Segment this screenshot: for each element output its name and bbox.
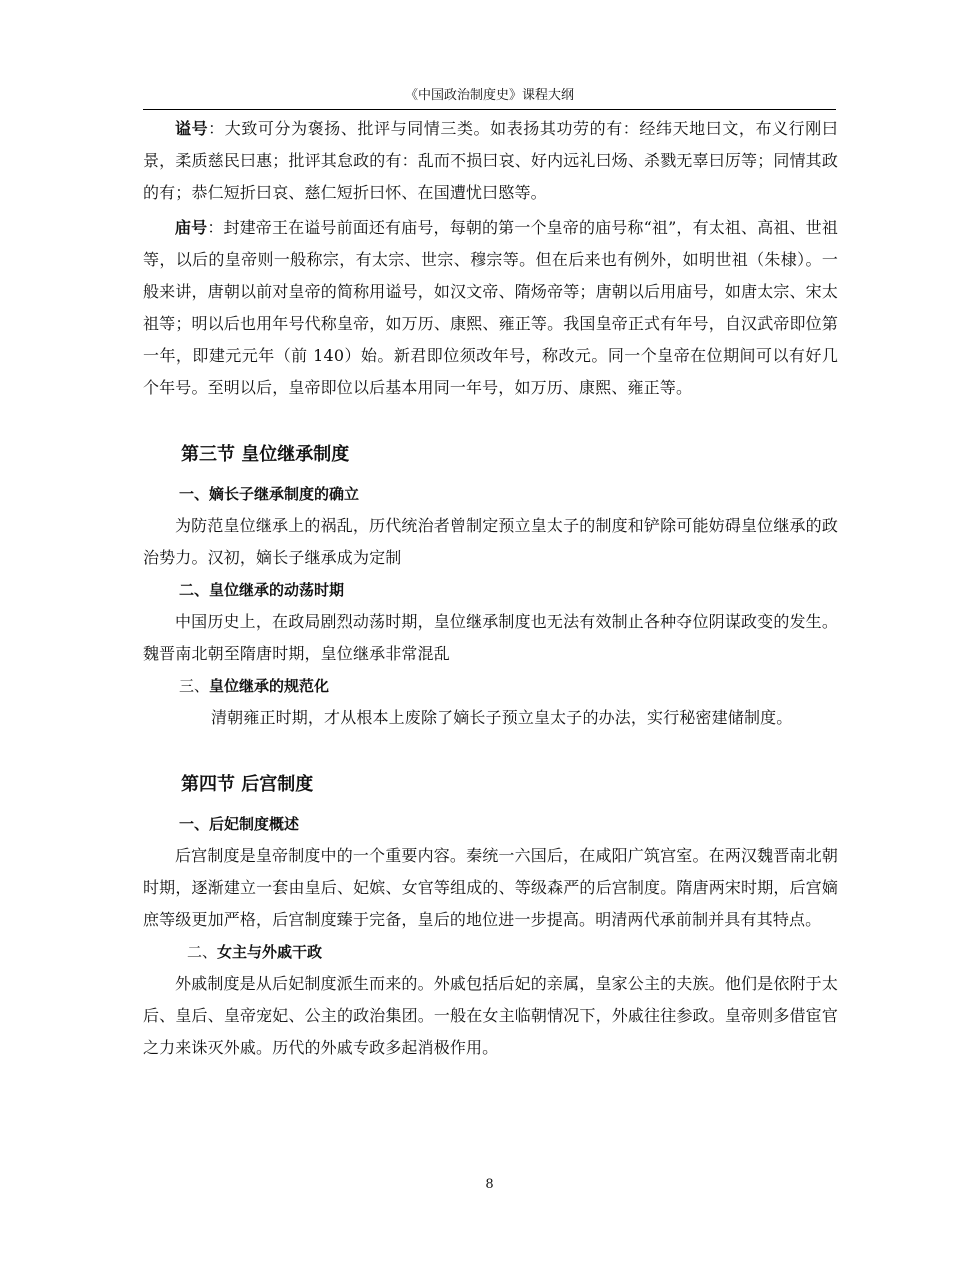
- miaohao-term: 庙号: [175, 218, 208, 237]
- sec4-heading-1: 一、后妃制度概述: [179, 815, 300, 833]
- sec3-heading-3-number: 三、: [179, 677, 210, 695]
- shihao-text: ：大致可分为褒扬、批评与同情三类。如表扬其功劳的有：经纬天地曰文，布义行刚曰景，柔质慈民曰惠；批评其怠政的有：乱而不损曰哀、好内远礼曰炀、杀戮无辜曰厉等；同情其政的有；恭仁短折曰哀、慈仁短折曰怀、在国遭忧曰愍等。: [143, 119, 838, 202]
- sec4-heading-2-number: 二、: [187, 943, 218, 961]
- miaohao-text: ：封建帝王在谥号前面还有庙号，每朝的第一个皇帝的庙号称“祖”，有太祖、高祖、世祖等，以后的皇帝则一般称宗，有太宗、世宗、穆宗等。但在后来也有例外，如明世祖（朱棣）。一般来讲，唐朝以前对皇帝的简称用谥号，如汉文帝、隋炀帝等；唐朝以后用庙号，如唐太宗、宋太祖等；明以后也用年号代称皇帝，如万历、康熙、雍正等。我国皇帝正式有年号，自汉武帝即位第一年，即建元元年（前 140）始。新君即位须改年号，称改元。同一个皇帝在位期间可以有好几个年号。至明以后，皇帝即位以后基本用同一年号，如万历、康熙、雍正等。: [143, 218, 838, 397]
- sec4-heading-2-text: 女主与外戚干政: [217, 943, 323, 961]
- sec3-paragraph-2: 中国历史上，在政局剧烈动荡时期，皇位继承制度也无法有效制止各种夺位阴谋政变的发生。魏晋南北朝至隋唐时期，皇位继承非常混乱: [143, 612, 838, 663]
- sec3-paragraph-3: 清朝雍正时期，才从根本上废除了嫡长子预立皇太子的办法，实行秘密建储制度。: [211, 708, 793, 727]
- page-content: [143, 113, 838, 1064]
- header-rule: [143, 109, 836, 110]
- sec4-paragraph-2: 外戚制度是从后妃制度派生而来的。外戚包括后妃的亲属，皇家公主的夫族。他们是依附于太后、皇后、皇帝宠妃、公主的政治集团。一般在女主临朝情况下，外戚往往参政。皇帝则多借宦官之力来诛灭外戚。历代的外戚专政多起消极作用。: [143, 974, 838, 1057]
- section-4-title: 第四节 后宫制度: [181, 774, 314, 795]
- sec4-heading-2: [143, 936, 838, 968]
- sec3-paragraph-1: 为防范皇位继承上的祸乱，历代统治者曾制定预立皇太子的制度和铲除可能妨碍皇位继承的政治势力。汉初，嫡长子继承成为定制: [143, 516, 838, 567]
- section-3-title: 第三节 皇位继承制度: [181, 444, 350, 465]
- sec3-heading-2: [143, 574, 838, 606]
- shihao-paragraph: [143, 113, 838, 209]
- miaohao-paragraph: [143, 212, 838, 404]
- sec4-paragraph-1: 后宫制度是皇帝制度中的一个重要内容。秦统一六国后，在咸阳广筑宫室。在两汉魏晋南北朝时期，逐渐建立一套由皇后、妃嫔、女官等组成的、等级森严的后宫制度。隋唐两宋时期，后宫嫡庶等级更加严格，后宫制度臻于完备，皇后的地位进一步提高。明清两代承前制并具有其特点。: [143, 846, 838, 929]
- sec3-heading-3-text: 皇位继承的规范化: [209, 677, 330, 695]
- sec3-heading-1: 一、嫡长子继承制度的确立: [179, 485, 360, 503]
- page-number: 8: [485, 1177, 494, 1192]
- running-header: 《中国政治制度史》课程大纲: [404, 88, 574, 103]
- sec3-heading-2-number: 二、: [179, 581, 210, 599]
- shihao-term: 谥号: [175, 119, 209, 138]
- sec3-heading-3: [143, 670, 838, 702]
- sec3-heading-2-text: 皇位继承的动荡时期: [209, 581, 345, 599]
